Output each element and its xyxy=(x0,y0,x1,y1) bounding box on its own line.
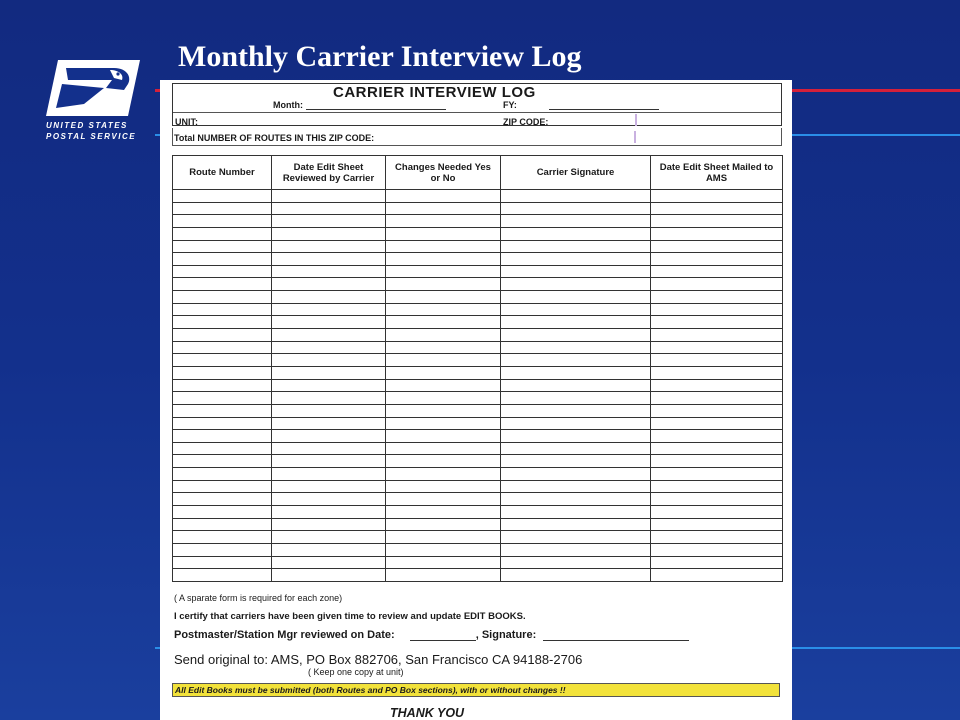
table-cell xyxy=(386,379,501,392)
table-cell xyxy=(501,227,651,240)
usps-logo xyxy=(44,58,144,142)
table-cell xyxy=(173,202,272,215)
table-cell xyxy=(272,379,386,392)
table-cell xyxy=(173,493,272,506)
table-cell xyxy=(501,341,651,354)
table-cell xyxy=(501,329,651,342)
table-cell xyxy=(173,392,272,405)
table-cell xyxy=(651,366,783,379)
table-cell xyxy=(501,240,651,253)
send-to-address: Send original to: AMS, PO Box 882706, San Francisco CA 94188-2706 xyxy=(174,652,583,667)
table-cell xyxy=(173,329,272,342)
table-cell xyxy=(386,366,501,379)
table-cell xyxy=(272,417,386,430)
table-cell xyxy=(501,265,651,278)
table-row xyxy=(173,303,783,316)
table-cell xyxy=(173,556,272,569)
table-row xyxy=(173,278,783,291)
table-cell xyxy=(272,316,386,329)
table-cell xyxy=(501,430,651,443)
table-cell xyxy=(173,366,272,379)
col-date-mailed: Date Edit Sheet Mailed to AMS xyxy=(651,156,783,190)
table-cell xyxy=(501,493,651,506)
table-cell xyxy=(272,303,386,316)
table-cell xyxy=(272,569,386,582)
keep-copy-note: ( Keep one copy at unit) xyxy=(308,667,404,677)
table-row xyxy=(173,493,783,506)
table-cell xyxy=(501,518,651,531)
table-cell xyxy=(386,556,501,569)
table-cell xyxy=(501,392,651,405)
table-row xyxy=(173,569,783,582)
table-cell xyxy=(501,303,651,316)
table-cell xyxy=(386,480,501,493)
eagle-icon xyxy=(44,58,140,116)
table-cell xyxy=(386,455,501,468)
fy-field xyxy=(503,100,659,110)
table-cell xyxy=(386,202,501,215)
table-cell xyxy=(651,329,783,342)
table-cell xyxy=(173,316,272,329)
routes-total-label: Total NUMBER OF ROUTES IN THIS ZIP CODE: xyxy=(174,133,375,143)
table-cell xyxy=(386,265,501,278)
table-cell xyxy=(386,468,501,481)
table-cell xyxy=(651,506,783,519)
table-cell xyxy=(173,190,272,203)
table-row xyxy=(173,202,783,215)
table-row xyxy=(173,430,783,443)
table-cell xyxy=(386,442,501,455)
table-cell xyxy=(386,404,501,417)
table-cell xyxy=(501,354,651,367)
table-row xyxy=(173,506,783,519)
submission-banner: All Edit Books must be submitted (both Routes and PO Box sections), with or without changes !! xyxy=(172,683,780,697)
carrier-interview-log-form xyxy=(160,80,792,720)
table-cell xyxy=(501,442,651,455)
table-cell xyxy=(651,455,783,468)
table-row xyxy=(173,316,783,329)
table-cell xyxy=(272,215,386,228)
certify-statement: I certify that carriers have been given time to review and update EDIT BOOKS. xyxy=(174,611,526,622)
table-cell xyxy=(501,202,651,215)
table-row xyxy=(173,227,783,240)
table-cell xyxy=(386,506,501,519)
interview-log-table xyxy=(172,155,783,582)
table-header-row xyxy=(173,156,783,190)
month-field xyxy=(273,100,446,110)
slide-title: Monthly Carrier Interview Log xyxy=(178,40,582,73)
table-cell xyxy=(501,316,651,329)
table-cell xyxy=(173,518,272,531)
table-cell xyxy=(173,404,272,417)
table-row xyxy=(173,190,783,203)
scan-mark xyxy=(635,114,637,126)
col-route-number: Route Number xyxy=(173,156,272,190)
table-cell xyxy=(651,215,783,228)
table-row xyxy=(173,442,783,455)
table-cell xyxy=(173,354,272,367)
table-cell xyxy=(501,543,651,556)
unit-label: UNIT: xyxy=(175,117,198,127)
table-cell xyxy=(651,291,783,304)
table-cell xyxy=(173,442,272,455)
month-label: Month: xyxy=(273,100,303,110)
table-cell xyxy=(386,417,501,430)
routes-total-box xyxy=(172,128,782,146)
table-cell xyxy=(272,442,386,455)
table-body xyxy=(173,190,783,582)
table-cell xyxy=(651,556,783,569)
fy-label: FY: xyxy=(503,100,517,110)
col-changes-needed: Changes Needed Yes or No xyxy=(386,156,501,190)
table-cell xyxy=(651,354,783,367)
table-cell xyxy=(173,543,272,556)
table-cell xyxy=(272,265,386,278)
table-row xyxy=(173,265,783,278)
table-cell xyxy=(651,379,783,392)
table-cell xyxy=(272,430,386,443)
header-divider xyxy=(173,112,781,113)
table-cell xyxy=(272,506,386,519)
table-cell xyxy=(651,531,783,544)
table-cell xyxy=(386,493,501,506)
table-cell xyxy=(651,227,783,240)
table-cell xyxy=(386,303,501,316)
table-cell xyxy=(651,518,783,531)
table-row xyxy=(173,253,783,266)
table-cell xyxy=(272,291,386,304)
table-cell xyxy=(272,455,386,468)
table-cell xyxy=(386,291,501,304)
table-cell xyxy=(386,215,501,228)
table-row xyxy=(173,354,783,367)
table-cell xyxy=(501,379,651,392)
table-cell xyxy=(386,316,501,329)
logo-line-2: POSTAL SERVICE xyxy=(46,132,137,141)
table-cell xyxy=(173,455,272,468)
table-cell xyxy=(501,417,651,430)
table-cell xyxy=(272,190,386,203)
table-row xyxy=(173,404,783,417)
table-cell xyxy=(173,215,272,228)
table-cell xyxy=(501,556,651,569)
table-row xyxy=(173,543,783,556)
table-row xyxy=(173,329,783,342)
table-cell xyxy=(386,354,501,367)
table-cell xyxy=(272,556,386,569)
table-cell xyxy=(651,480,783,493)
thank-you: THANK YOU xyxy=(390,706,465,720)
table-cell xyxy=(272,329,386,342)
table-cell xyxy=(386,543,501,556)
table-row xyxy=(173,341,783,354)
table-cell xyxy=(501,531,651,544)
table-cell xyxy=(651,543,783,556)
logo-line-1: UNITED STATES xyxy=(46,121,128,130)
table-cell xyxy=(272,253,386,266)
table-cell xyxy=(386,240,501,253)
table-cell xyxy=(386,278,501,291)
table-row xyxy=(173,556,783,569)
table-row xyxy=(173,392,783,405)
table-cell xyxy=(651,278,783,291)
table-cell xyxy=(173,531,272,544)
table-cell xyxy=(501,366,651,379)
reviewed-label: Postmaster/Station Mgr reviewed on Date: xyxy=(174,629,395,641)
table-cell xyxy=(173,506,272,519)
table-cell xyxy=(272,366,386,379)
table-cell xyxy=(173,468,272,481)
table-cell xyxy=(173,417,272,430)
table-row xyxy=(173,417,783,430)
table-row xyxy=(173,468,783,481)
table-cell xyxy=(651,404,783,417)
table-cell xyxy=(173,227,272,240)
table-cell xyxy=(651,430,783,443)
table-row xyxy=(173,291,783,304)
table-cell xyxy=(651,240,783,253)
table-cell xyxy=(272,240,386,253)
table-row xyxy=(173,518,783,531)
table-cell xyxy=(272,468,386,481)
table-cell xyxy=(173,480,272,493)
table-cell xyxy=(386,569,501,582)
table-cell xyxy=(651,190,783,203)
table-cell xyxy=(272,354,386,367)
table-cell xyxy=(386,329,501,342)
form-title: CARRIER INTERVIEW LOG xyxy=(333,84,536,101)
table-cell xyxy=(272,480,386,493)
table-cell xyxy=(501,291,651,304)
table-cell xyxy=(651,253,783,266)
table-cell xyxy=(272,278,386,291)
table-cell xyxy=(501,404,651,417)
table-cell xyxy=(651,341,783,354)
table-cell xyxy=(386,430,501,443)
table-cell xyxy=(651,392,783,405)
table-cell xyxy=(501,190,651,203)
zip-code-label: ZIP CODE: xyxy=(503,117,549,127)
table-cell xyxy=(272,404,386,417)
table-cell xyxy=(173,379,272,392)
reviewed-line xyxy=(174,629,689,641)
table-cell xyxy=(173,265,272,278)
table-cell xyxy=(173,303,272,316)
col-carrier-signature: Carrier Signature xyxy=(501,156,651,190)
table-cell xyxy=(651,468,783,481)
table-cell xyxy=(651,417,783,430)
table-cell xyxy=(173,341,272,354)
table-cell xyxy=(173,291,272,304)
table-cell xyxy=(651,265,783,278)
table-row xyxy=(173,531,783,544)
table-cell xyxy=(386,531,501,544)
table-cell xyxy=(651,569,783,582)
table-cell xyxy=(386,341,501,354)
table-cell xyxy=(501,455,651,468)
table-cell xyxy=(501,569,651,582)
table-cell xyxy=(173,430,272,443)
table-row xyxy=(173,455,783,468)
table-cell xyxy=(386,227,501,240)
table-cell xyxy=(651,316,783,329)
table-cell xyxy=(386,190,501,203)
table-cell xyxy=(501,480,651,493)
table-row xyxy=(173,366,783,379)
table-row xyxy=(173,379,783,392)
table-cell xyxy=(501,215,651,228)
table-cell xyxy=(651,303,783,316)
table-cell xyxy=(272,518,386,531)
table-cell xyxy=(501,253,651,266)
table-cell xyxy=(651,493,783,506)
table-cell xyxy=(501,278,651,291)
table-cell xyxy=(272,493,386,506)
table-cell xyxy=(651,442,783,455)
table-cell xyxy=(272,202,386,215)
table-cell xyxy=(272,227,386,240)
table-cell xyxy=(272,531,386,544)
table-cell xyxy=(651,202,783,215)
table-cell xyxy=(386,253,501,266)
col-date-reviewed: Date Edit Sheet Reviewed by Carrier xyxy=(272,156,386,190)
table-row xyxy=(173,480,783,493)
table-cell xyxy=(501,506,651,519)
table-cell xyxy=(386,518,501,531)
table-cell xyxy=(173,253,272,266)
table-cell xyxy=(386,392,501,405)
table-cell xyxy=(173,278,272,291)
table-cell xyxy=(501,468,651,481)
table-row xyxy=(173,215,783,228)
table-cell xyxy=(272,392,386,405)
table-cell xyxy=(173,240,272,253)
signature-label: , Signature: xyxy=(475,629,537,641)
table-cell xyxy=(173,569,272,582)
form-header xyxy=(172,83,782,126)
table-row xyxy=(173,240,783,253)
separate-form-note: ( A sparate form is required for each zone) xyxy=(174,593,343,603)
table-cell xyxy=(272,341,386,354)
table-cell xyxy=(272,543,386,556)
